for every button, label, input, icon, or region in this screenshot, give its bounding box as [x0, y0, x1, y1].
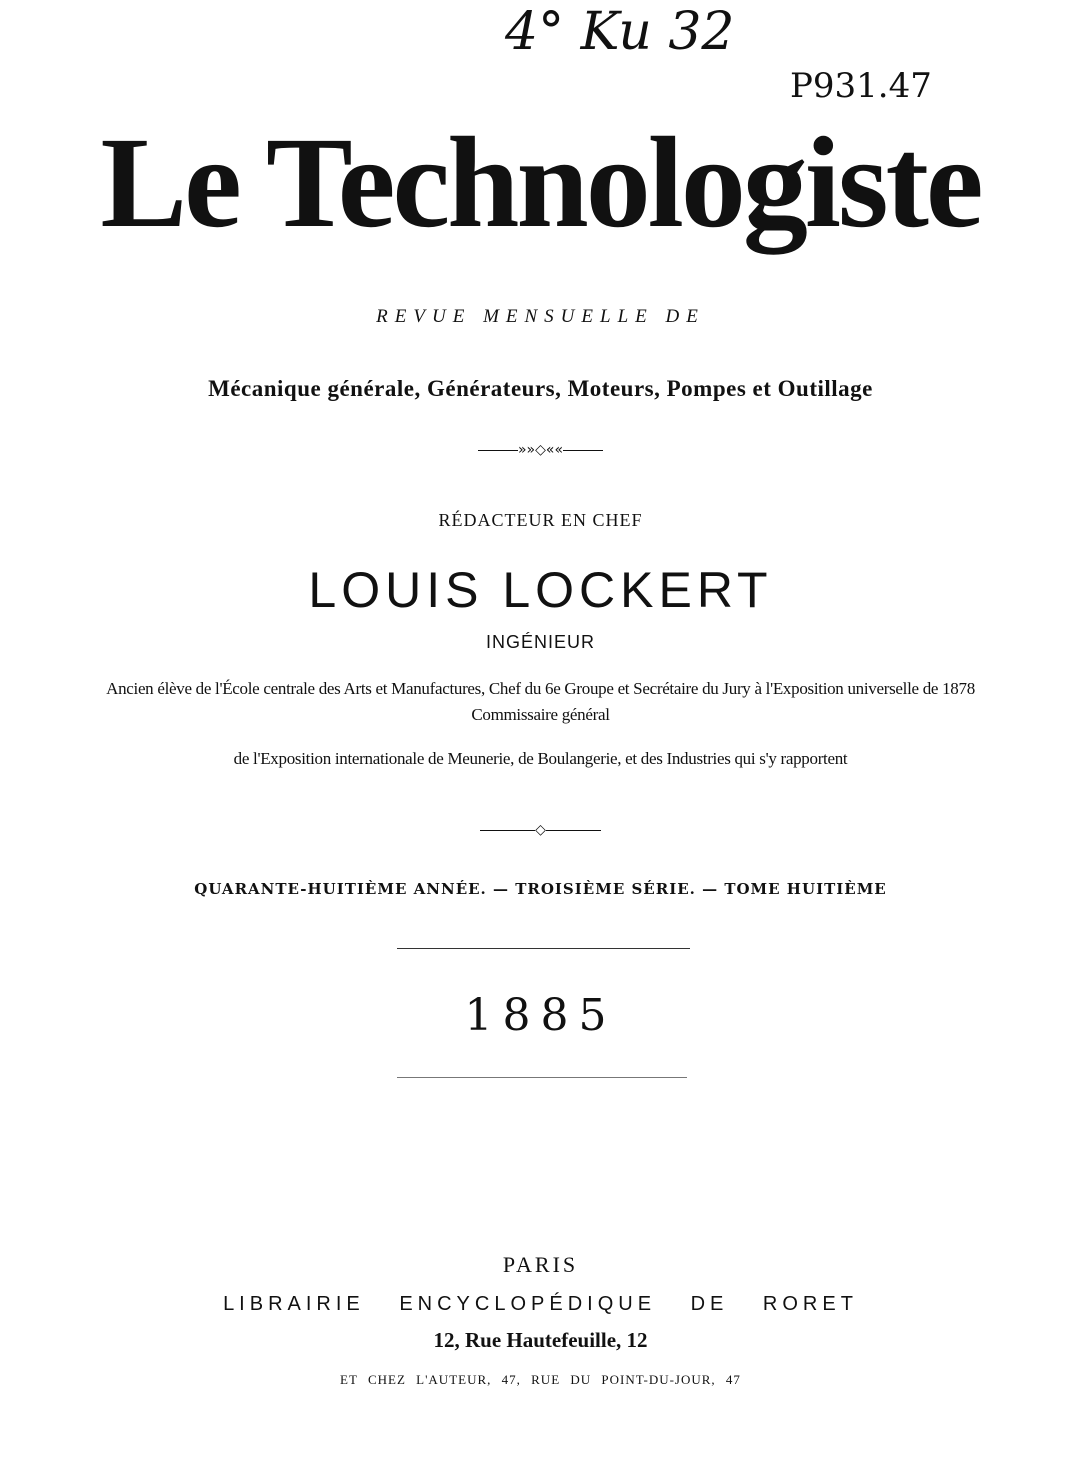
rule: [397, 948, 690, 949]
editor-title: INGÉNIEUR: [485, 632, 595, 652]
author-address: ET CHEZ L'AUTEUR, 47, RUE DU POINT-DU-JOUR, 47: [340, 1372, 741, 1387]
ornament-rule: [563, 450, 603, 451]
series-info: QUARANTE-HUITIÈME ANNÉE. — TROISIÈME SÉRIE. — TOME HUITIÈME: [194, 880, 887, 898]
ornament-rule: [478, 450, 518, 451]
ornament-glyph: »»◇««: [517, 442, 564, 458]
editor-role: RÉDACTEUR EN CHEF: [438, 510, 643, 530]
rule: [397, 1077, 687, 1078]
handwritten-catalog-number: P931.47: [790, 66, 932, 106]
ornament-divider-small: [0, 822, 1081, 838]
subtitle: REVUE MENSUELLE DE: [376, 306, 705, 327]
credentials-line-2: Commissaire général: [471, 705, 610, 724]
journal-title: Le Technologiste: [100, 111, 981, 255]
editor-name: LOUIS LOCKERT: [308, 562, 773, 618]
ornament-rule: [546, 830, 601, 831]
ornament-divider: [0, 442, 1081, 458]
publisher-name: LIBRAIRIE ENCYCLOPÉDIQUE DE RORET: [223, 1293, 858, 1315]
credentials-line-1: Ancien élève de l'École centrale des Arts et Manufactures, Chef du 6e Groupe et Secrétaire du Jury à l'Exposition universelle de 1878: [106, 679, 975, 698]
topics-line: Mécanique générale, Générateurs, Moteurs, Pompes et Outillage: [208, 376, 873, 401]
handwritten-shelfmark: 4° Ku 32: [505, 2, 735, 62]
year: 1885: [464, 990, 617, 1041]
publisher-address: 12, Rue Hautefeuille, 12: [433, 1328, 648, 1352]
credentials-block: [40, 676, 1041, 772]
ornament-glyph: ◇: [535, 822, 546, 838]
credentials-line-3: de l'Exposition internationale de Meunerie, de Boulangerie, et des Industries qui s'y rapportent: [233, 749, 848, 768]
publisher-city: PARIS: [502, 1252, 579, 1277]
ornament-rule: [480, 830, 535, 831]
